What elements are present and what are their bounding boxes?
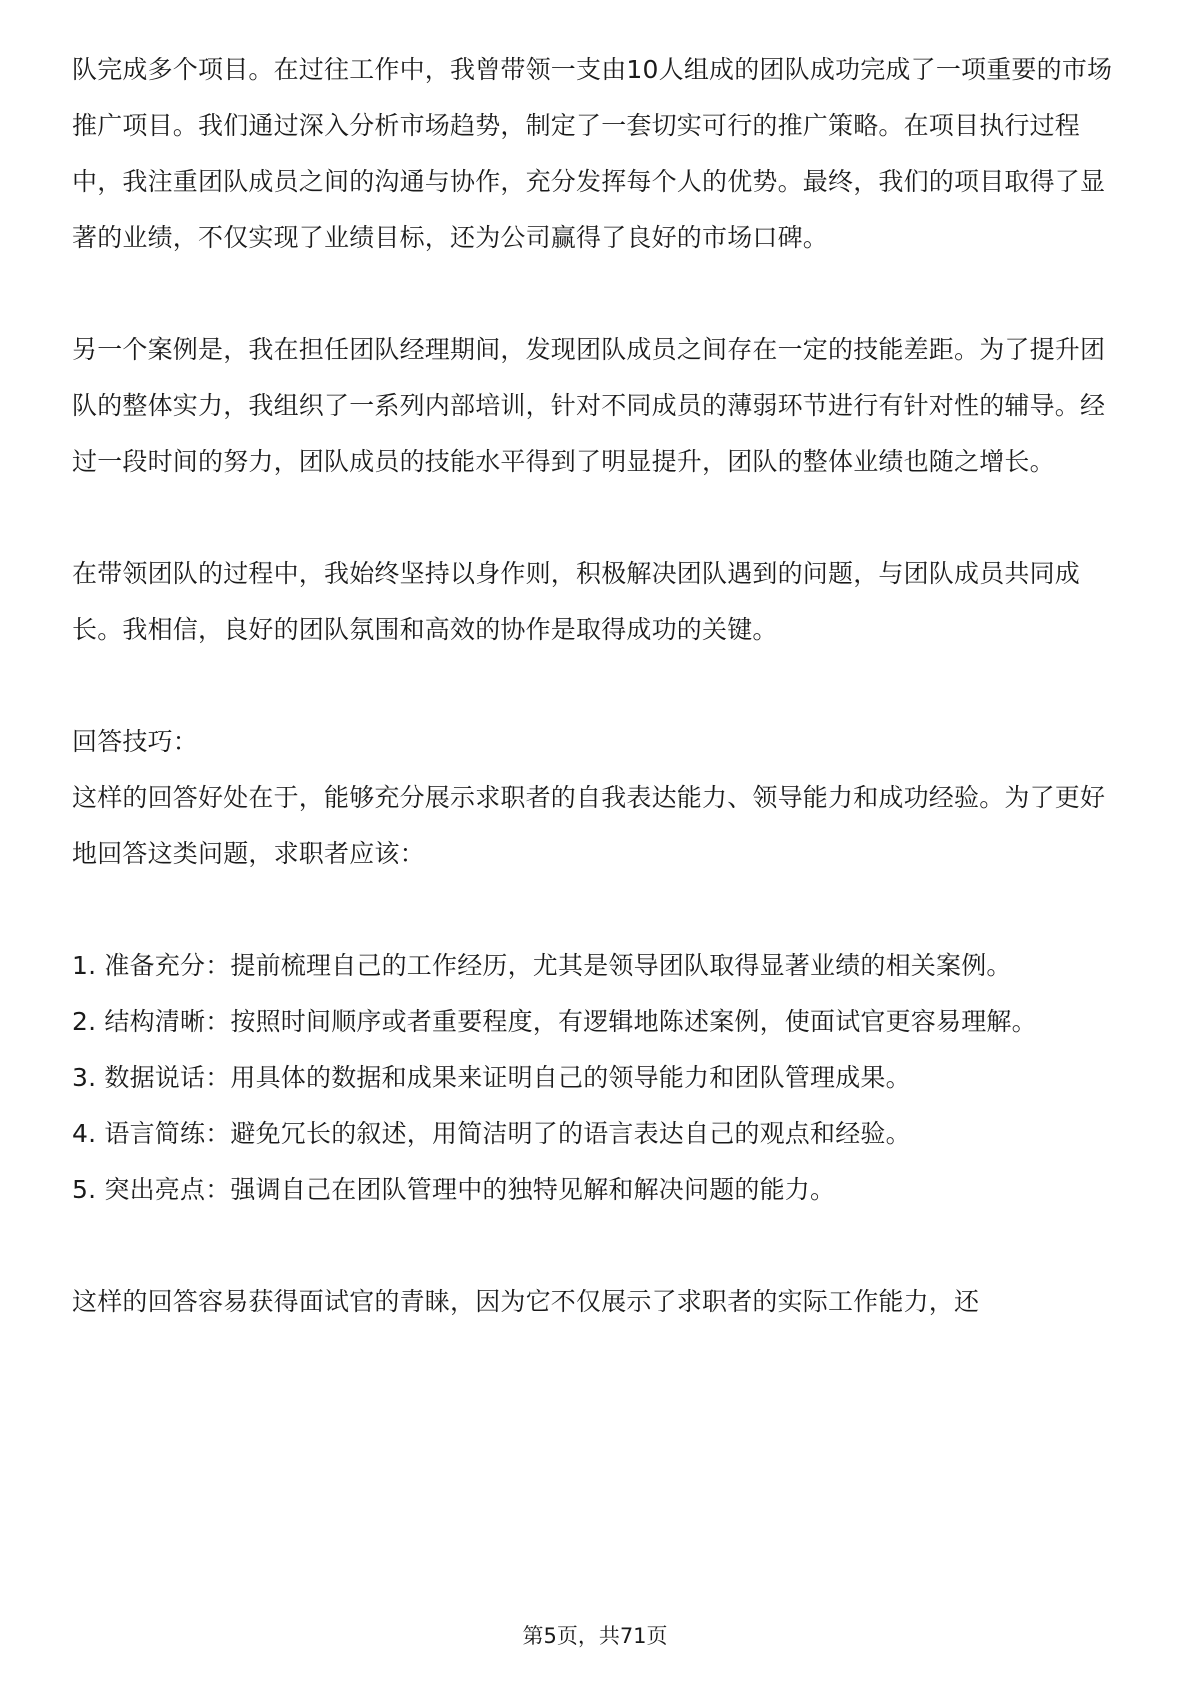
paragraph-closing: 这样的回答容易获得面试官的青睐，因为它不仅展示了求职者的实际工作能力，还 [72,1287,980,1316]
paragraph-spacer [72,266,1122,322]
paragraph-spacer [72,1218,1122,1274]
page-content [72,42,1122,1330]
tips-heading: 回答技巧： [72,727,199,756]
paragraph-leadership-project: 队完成多个项目。在过往工作中，我曾带领一支由10人组成的团队成功完成了一项重要的市场推广项目。我们通过深入分析市场趋势，制定了一套切实可行的推广策略。在项目执行过程中，我注重团队成员之间的沟通与协作，充分发挥每个人的优势。最终，我们的项目取得了显著的业绩，不仅实现了业绩目标，还为公司赢得了良好的市场口碑。 [72,55,1113,252]
tip-item: 3. 数据说话：用具体的数据和成果来证明自己的领导能力和团队管理成果。 [72,1063,911,1092]
tip-item: 5. 突出亮点：强调自己在团队管理中的独特见解和解决问题的能力。 [72,1175,836,1204]
page-number: 第5页，共71页 [522,1624,668,1648]
paragraph-training-case: 另一个案例是，我在担任团队经理期间，发现团队成员之间存在一定的技能差距。为了提升团队的整体实力，我组织了一系列内部培训，针对不同成员的薄弱环节进行有针对性的辅导。经过一段时间的努力，团队成员的技能水平得到了明显提升，团队的整体业绩也随之增长。 [72,335,1106,476]
tip-item: 1. 准备充分：提前梳理自己的工作经历，尤其是领导团队取得显著业绩的相关案例。 [72,951,1012,980]
paragraph-team-growth: 在带领团队的过程中，我始终坚持以身作则，积极解决团队遇到的问题，与团队成员共同成长。我相信，良好的团队氛围和高效的协作是取得成功的关键。 [72,559,1081,644]
paragraph-spacer [72,658,1122,714]
tip-item: 4. 语言简练：避免冗长的叙述，用简洁明了的语言表达自己的观点和经验。 [72,1119,911,1148]
tip-item: 2. 结构清晰：按照时间顺序或者重要程度，有逻辑地陈述案例，使面试官更容易理解。 [72,1007,1037,1036]
paragraph-spacer [72,882,1122,938]
tips-intro: 这样的回答好处在于，能够充分展示求职者的自我表达能力、领导能力和成功经验。为了更好地回答这类问题，求职者应该： [72,783,1106,868]
paragraph-spacer [72,490,1122,546]
